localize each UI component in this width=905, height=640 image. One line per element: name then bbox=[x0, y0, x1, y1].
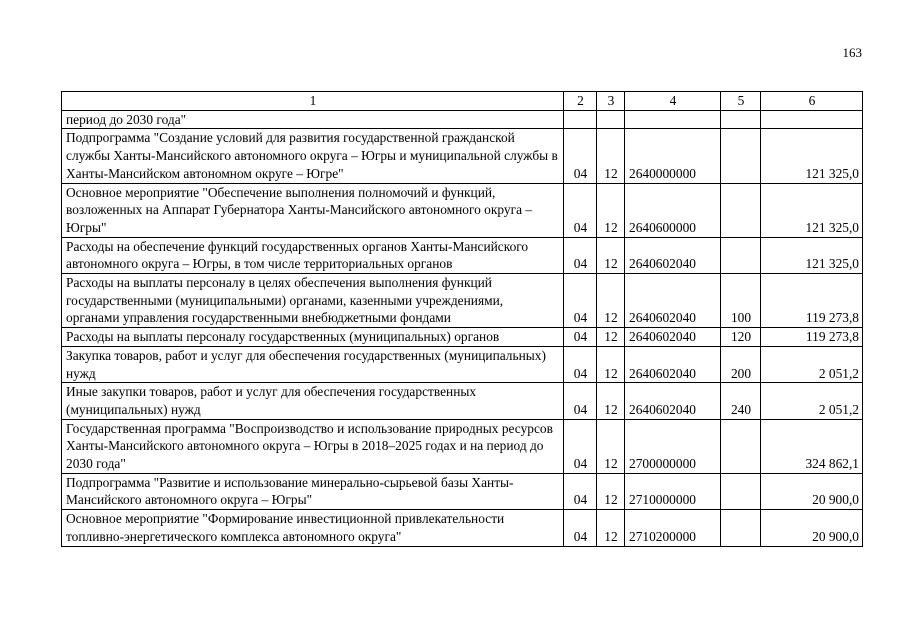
table-row bbox=[62, 510, 863, 546]
table-row bbox=[62, 473, 863, 509]
column-header-target-article: 4 bbox=[625, 92, 721, 111]
row-expense-type-code bbox=[721, 183, 761, 237]
row-target-article-code: 2640602040 bbox=[625, 346, 721, 382]
row-section-code: 04 bbox=[564, 274, 597, 328]
row-description: Подпрограмма "Создание условий для развития государственной гражданской службы Ханты-Мансийского автономного округа – Югры и муниципальной службы в Ханты-Мансийском автономном округе – Югре" bbox=[62, 129, 564, 183]
row-target-article-code: 2640602040 bbox=[625, 237, 721, 273]
row-subsection-code: 12 bbox=[597, 346, 625, 382]
row-description: Государственная программа "Воспроизводство и использование природных ресурсов Ханты-Мансийского автономного округа – Югры в 2018–2025 годах и на период до 2030 года" bbox=[62, 419, 564, 473]
row-subsection-code: 12 bbox=[597, 473, 625, 509]
row-expense-type-code bbox=[721, 510, 761, 546]
row-amount: 121 325,0 bbox=[761, 183, 863, 237]
row-expense-type-code bbox=[721, 129, 761, 183]
row-target-article-code: 2700000000 bbox=[625, 419, 721, 473]
row-amount: 20 900,0 bbox=[761, 473, 863, 509]
row-subsection-code: 12 bbox=[597, 510, 625, 546]
row-description: Иные закупки товаров, работ и услуг для обеспечения государственных (муниципальных) нужд bbox=[62, 383, 564, 419]
row-section-code bbox=[564, 110, 597, 129]
row-target-article-code: 2710000000 bbox=[625, 473, 721, 509]
row-amount: 20 900,0 bbox=[761, 510, 863, 546]
row-expense-type-code bbox=[721, 473, 761, 509]
row-section-code: 04 bbox=[564, 473, 597, 509]
row-target-article-code: 2640602040 bbox=[625, 328, 721, 347]
row-target-article-code: 2710200000 bbox=[625, 510, 721, 546]
row-amount: 2 051,2 bbox=[761, 383, 863, 419]
row-expense-type-code bbox=[721, 419, 761, 473]
row-subsection-code: 12 bbox=[597, 129, 625, 183]
row-description: Основное мероприятие "Обеспечение выполнения полномочий и функций, возложенных на Аппарат Губернатора Ханты-Мансийского автономного округа – Югры" bbox=[62, 183, 564, 237]
row-amount: 2 051,2 bbox=[761, 346, 863, 382]
table-row bbox=[62, 274, 863, 328]
row-section-code: 04 bbox=[564, 346, 597, 382]
row-expense-type-code bbox=[721, 110, 761, 129]
row-amount: 119 273,8 bbox=[761, 274, 863, 328]
row-description: Расходы на выплаты персоналу государственных (муниципальных) органов bbox=[62, 328, 564, 347]
row-description: Подпрограмма "Развитие и использование минерально-сырьевой базы Ханты-Мансийского автономного округа – Югры" bbox=[62, 473, 564, 509]
column-header-section: 2 bbox=[564, 92, 597, 111]
row-description: Расходы на выплаты персоналу в целях обеспечения выполнения функций государственными (муниципальными) органами, казенными учреждениями, органами управления государственными внебюджетными фондами bbox=[62, 274, 564, 328]
row-amount: 121 325,0 bbox=[761, 129, 863, 183]
budget-table bbox=[61, 91, 863, 547]
row-subsection-code bbox=[597, 110, 625, 129]
row-section-code: 04 bbox=[564, 419, 597, 473]
column-header-subsection: 3 bbox=[597, 92, 625, 111]
row-subsection-code: 12 bbox=[597, 237, 625, 273]
column-header-name: 1 bbox=[62, 92, 564, 111]
column-header-amount: 6 bbox=[761, 92, 863, 111]
row-description: Основное мероприятие "Формирование инвестиционной привлекательности топливно-энергетического комплекса автономного округа" bbox=[62, 510, 564, 546]
row-amount bbox=[761, 110, 863, 129]
table-row bbox=[62, 346, 863, 382]
row-subsection-code: 12 bbox=[597, 274, 625, 328]
row-description: период до 2030 года" bbox=[62, 110, 564, 129]
row-target-article-code: 2640602040 bbox=[625, 383, 721, 419]
row-subsection-code: 12 bbox=[597, 183, 625, 237]
row-amount: 121 325,0 bbox=[761, 237, 863, 273]
row-amount: 119 273,8 bbox=[761, 328, 863, 347]
table-row bbox=[62, 328, 863, 347]
row-expense-type-code: 200 bbox=[721, 346, 761, 382]
row-target-article-code: 2640602040 bbox=[625, 274, 721, 328]
table-row bbox=[62, 183, 863, 237]
row-expense-type-code bbox=[721, 237, 761, 273]
row-section-code: 04 bbox=[564, 237, 597, 273]
row-description: Расходы на обеспечение функций государственных органов Ханты-Мансийского автономного округа – Югры, в том числе территориальных органов bbox=[62, 237, 564, 273]
row-expense-type-code: 240 bbox=[721, 383, 761, 419]
row-amount: 324 862,1 bbox=[761, 419, 863, 473]
table-header-row bbox=[62, 92, 863, 111]
row-expense-type-code: 120 bbox=[721, 328, 761, 347]
row-target-article-code: 2640000000 bbox=[625, 129, 721, 183]
row-subsection-code: 12 bbox=[597, 328, 625, 347]
row-section-code: 04 bbox=[564, 383, 597, 419]
table-row bbox=[62, 110, 863, 129]
row-section-code: 04 bbox=[564, 183, 597, 237]
row-expense-type-code: 100 bbox=[721, 274, 761, 328]
table-row bbox=[62, 129, 863, 183]
row-section-code: 04 bbox=[564, 510, 597, 546]
column-header-expense-type: 5 bbox=[721, 92, 761, 111]
row-target-article-code: 2640600000 bbox=[625, 183, 721, 237]
table-row bbox=[62, 419, 863, 473]
page-number: 163 bbox=[842, 45, 862, 60]
table-row bbox=[62, 237, 863, 273]
row-target-article-code bbox=[625, 110, 721, 129]
row-subsection-code: 12 bbox=[597, 419, 625, 473]
row-description: Закупка товаров, работ и услуг для обеспечения государственных (муниципальных) нужд bbox=[62, 346, 564, 382]
row-subsection-code: 12 bbox=[597, 383, 625, 419]
row-section-code: 04 bbox=[564, 328, 597, 347]
table-row bbox=[62, 383, 863, 419]
row-section-code: 04 bbox=[564, 129, 597, 183]
